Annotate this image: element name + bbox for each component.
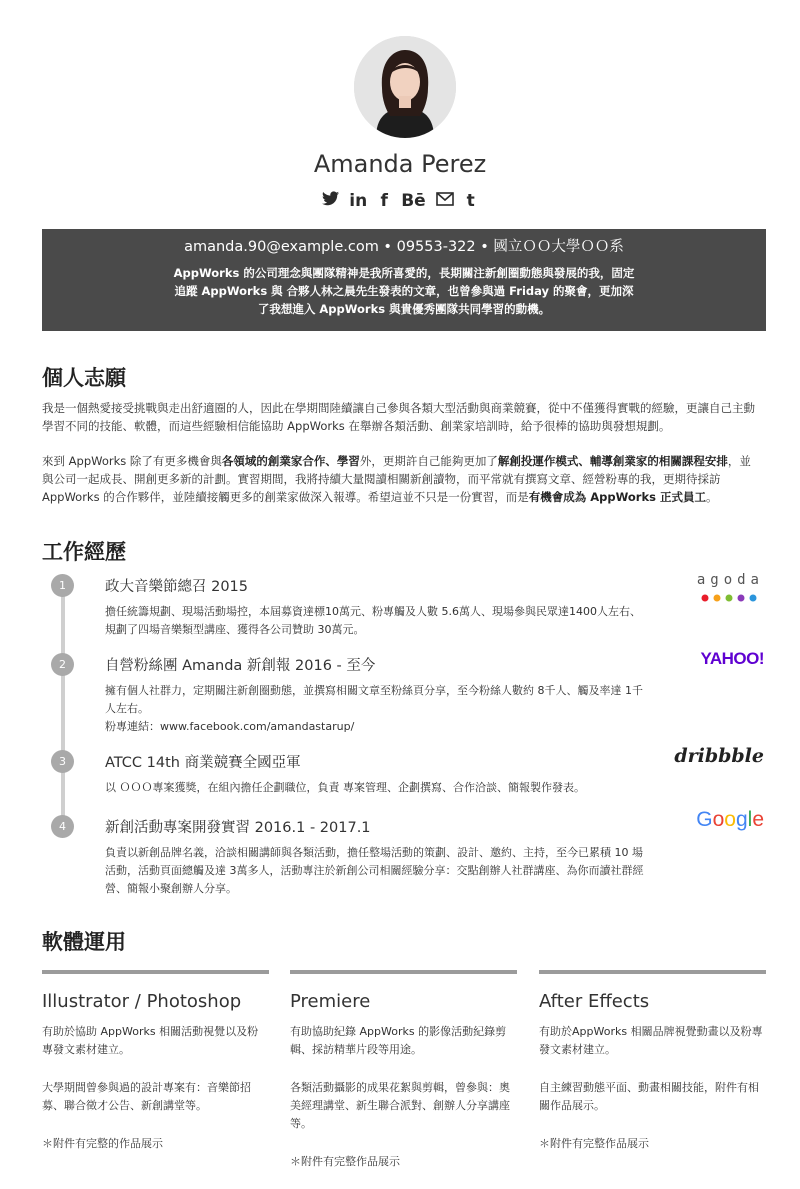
social-links	[0, 190, 800, 212]
software-card	[42, 970, 269, 1153]
software-note: ＊附件有完整作品展示	[539, 1137, 649, 1150]
google-logo	[696, 808, 764, 832]
software-description: 有助協助紀錄 AppWorks 的影像活動紀錄剪輯、採訪精華片段等用途。	[290, 1025, 507, 1056]
timeline-line	[61, 585, 65, 830]
job-title: 新創活動專案開發實習 2016.1 - 2017.1	[105, 820, 371, 836]
google-wordmark	[696, 808, 764, 831]
aspiration-paragraph-1: 我是一個熱愛接受挑戰與走出舒適圈的人，因此在學期間陸續讓自己參與各類大型活動與商業競賽，從中不僅獲得實戰的經驗，更讓自己主動學習不同的技能、軟體，而這些經驗相信能協助 AppWorks 在舉辦各類活動、創業家培訓時，給予很棒的協助與發想規劃。	[42, 401, 755, 433]
profile-photo	[354, 36, 456, 138]
software-card	[290, 970, 517, 1171]
yahoo-logo: YAHOO!	[700, 649, 764, 668]
text-run: 來到 AppWorks 除了有更多機會與	[42, 454, 222, 468]
dribbble-logo: dribbble	[674, 745, 764, 767]
software-note: ＊附件有完整作品展示	[290, 1155, 400, 1168]
intro-text: AppWorks 的公司理念與團隊精神是我所喜愛的，長期關注新創圈動態與發展的我，固定追蹤 AppWorks 與 合夥人林之晨先生發表的文章，也曾參與過 Friday 的聚會，更加深了我想進入 AppWorks 與貴優秀團隊共同學習的動機。	[173, 266, 635, 316]
twitter-icon[interactable]	[322, 190, 339, 212]
google-letter: e	[752, 808, 764, 831]
text-run: 外，更期許自己能夠更加了	[359, 454, 498, 468]
mail-icon[interactable]	[436, 190, 454, 212]
aspiration-paragraph-2	[42, 452, 762, 506]
job-description: 以 ＯＯＯ專案獲獎，在組內擔任企劃職位，負責 專案管理、企劃撰寫、合作洽談、簡報製作發表。	[105, 781, 585, 794]
experience-heading: 工作經歷	[42, 540, 126, 564]
text-run-bold: 有機會成為 AppWorks 正式員工	[528, 490, 706, 504]
job-number: 1	[51, 574, 74, 597]
job-title: 政大音樂節總召 2015	[105, 579, 249, 595]
google-letter: g	[735, 808, 748, 831]
job-description: 負責以新創品牌名義，洽談相關講師與各類活動，擔任整場活動的策劃、設計、邀約、主持，至今已累積 10 場活動，活動頁面總觸及達 3萬多人，活動專注於新創公司相關經驗分享：交點創辦人社群講座、為你而讀社群經營、簡報小聚創辦人分享。	[105, 846, 644, 895]
job-description: 擔任統籌規劃、現場活動場控，本屆募資達標10萬元、粉專觸及人數 5.6萬人、現場參與民眾達1400人左右、規劃了四場音樂類型講座、獲得各公司贊助 30萬元。	[105, 605, 641, 636]
text-run: ，並與公司一起成長、開創更多新的計劃。實習期間，我將持續大量閱讀相關新創讀物，而平常就有撰寫文章、經營粉專的我，更期待採訪 AppWorks 的合作夥伴，並陸續接觸更多的創業家做深入報導。希望這並不只是一份實習，而是	[42, 454, 751, 504]
google-letter: l	[747, 808, 753, 831]
software-title: Illustrator / Photoshop	[42, 991, 242, 1012]
software-title: After Effects	[539, 991, 650, 1012]
software-title: Premiere	[290, 991, 371, 1012]
facebook-icon[interactable]: f	[380, 191, 388, 211]
google-letter: o	[724, 808, 736, 831]
google-letter: G	[696, 808, 713, 831]
agoda-wordmark: agoda	[696, 572, 764, 588]
aspiration-heading: 個人志願	[42, 366, 126, 390]
job-number: 4	[51, 815, 74, 838]
agoda-logo	[697, 572, 764, 607]
software-description: 有助於協助 AppWorks 相關活動視覺以及粉專發文素材建立。	[42, 1025, 259, 1056]
software-note: ＊附件有完整的作品展示	[42, 1137, 163, 1150]
job-title: ATCC 14th 商業競賽全國亞軍	[105, 755, 301, 771]
job-title: 自營粉絲團 Amanda 新創報 2016 - 至今	[105, 658, 376, 674]
software-projects: 各類活動攝影的成果花絮與剪輯，曾參與：奧美經理講堂、新生聯合派對、創辦人分享講座等。	[290, 1081, 510, 1130]
linkedin-icon[interactable]: in	[349, 191, 368, 211]
job-number: 2	[51, 653, 74, 676]
contact-info: amanda.90@example.com • 09553-322 • 國立ＯＯ大學ＯＯ系	[184, 239, 624, 255]
agoda-dots-icon	[700, 593, 764, 603]
card-divider	[539, 970, 766, 974]
card-divider	[290, 970, 517, 974]
software-projects: 自主練習動態平面、動畫相關技能，附件有相關作品展示。	[539, 1081, 759, 1112]
profile-name: Amanda Perez	[313, 150, 487, 178]
google-letter: o	[712, 808, 725, 831]
job-number: 3	[51, 750, 74, 773]
job-link[interactable]: 粉專連結：www.facebook.com/amandastarup/	[105, 720, 355, 733]
software-description: 有助於AppWorks 相關品牌視覺動畫以及粉專發文素材建立。	[539, 1025, 763, 1056]
software-projects: 大學期間曾參與過的設計專案有：音樂節招募、聯合徵才公告、新創講堂等。	[42, 1081, 251, 1112]
job-description: 擁有個人社群力，定期關注新創圈動態，並撰寫相關文章至粉絲頁分享，至今粉絲人數約 8千人、觸及率達 1千人左右。	[105, 684, 643, 715]
text-run-bold: 解創投運作模式、輔導創業家的相關課程安排	[497, 454, 728, 468]
tumblr-icon[interactable]: t	[466, 191, 475, 211]
contact-banner	[42, 229, 766, 331]
card-divider	[42, 970, 269, 974]
software-heading: 軟體運用	[42, 930, 126, 954]
text-run-bold: 各領域的創業家合作、學習	[221, 454, 360, 468]
text-run: 。	[705, 490, 718, 504]
software-card	[539, 970, 766, 1153]
behance-icon[interactable]: Bē	[401, 191, 426, 211]
